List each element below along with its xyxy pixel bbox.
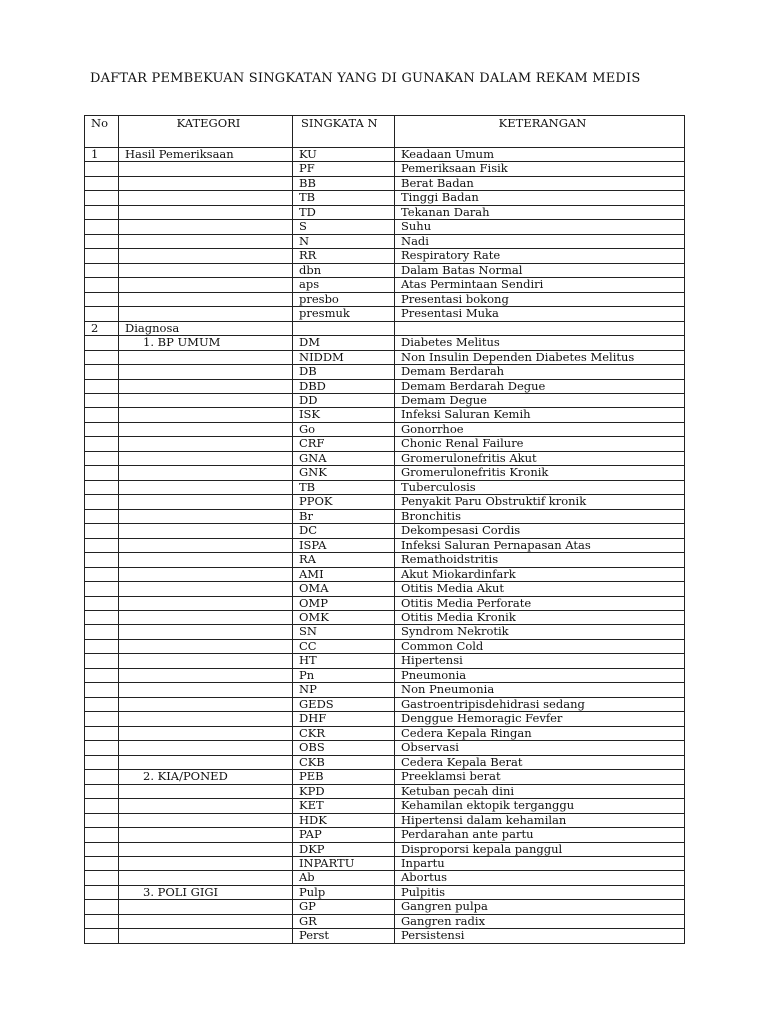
cell-singkatan: CKB bbox=[293, 755, 395, 769]
cell-keterangan: Demam Degue bbox=[395, 393, 685, 407]
cell-keterangan: Tuberculosis bbox=[395, 480, 685, 494]
cell-no bbox=[85, 813, 119, 827]
cell-kategori bbox=[119, 553, 293, 567]
cell-no bbox=[85, 422, 119, 436]
cell-singkatan: SN bbox=[293, 625, 395, 639]
table-row bbox=[85, 191, 685, 205]
cell-kategori bbox=[119, 683, 293, 697]
cell-singkatan: INPARTU bbox=[293, 856, 395, 870]
cell-keterangan: Non Insulin Dependen Diabetes Melitus bbox=[395, 350, 685, 364]
cell-singkatan: GNA bbox=[293, 451, 395, 465]
cell-kategori bbox=[119, 654, 293, 668]
cell-kategori bbox=[119, 162, 293, 176]
table-row bbox=[85, 176, 685, 190]
cell-kategori bbox=[119, 249, 293, 263]
cell-no bbox=[85, 336, 119, 350]
cell-no bbox=[85, 726, 119, 740]
cell-kategori bbox=[119, 336, 293, 350]
cell-keterangan: Presentasi Muka bbox=[395, 307, 685, 321]
cell-keterangan: Gonorrhoe bbox=[395, 422, 685, 436]
table-row bbox=[85, 596, 685, 610]
cell-kategori bbox=[119, 697, 293, 711]
cell-keterangan: Demam Berdarah bbox=[395, 365, 685, 379]
cell-keterangan: Abortus bbox=[395, 871, 685, 885]
cell-keterangan: Disproporsi kepala panggul bbox=[395, 842, 685, 856]
cell-singkatan: NP bbox=[293, 683, 395, 697]
cell-no bbox=[85, 770, 119, 784]
table-row bbox=[85, 712, 685, 726]
cell-keterangan: Respiratory Rate bbox=[395, 249, 685, 263]
cell-keterangan: Otitis Media Kronik bbox=[395, 611, 685, 625]
cell-no bbox=[85, 249, 119, 263]
cell-no: 1 bbox=[85, 148, 119, 162]
cell-singkatan: aps bbox=[293, 278, 395, 292]
table-row bbox=[85, 914, 685, 928]
cell-singkatan: TB bbox=[293, 480, 395, 494]
cell-singkatan: DC bbox=[293, 524, 395, 538]
cell-singkatan: S bbox=[293, 220, 395, 234]
cell-kategori bbox=[119, 611, 293, 625]
table-row bbox=[85, 828, 685, 842]
cell-kategori bbox=[119, 393, 293, 407]
cell-singkatan: Ab bbox=[293, 871, 395, 885]
cell-keterangan: Kehamilan ektopik terganggu bbox=[395, 799, 685, 813]
cell-singkatan: ISPA bbox=[293, 538, 395, 552]
cell-no bbox=[85, 191, 119, 205]
table-row bbox=[85, 871, 685, 885]
cell-no bbox=[85, 437, 119, 451]
cell-keterangan: Tekanan Darah bbox=[395, 205, 685, 219]
cell-no bbox=[85, 639, 119, 653]
table-row bbox=[85, 220, 685, 234]
cell-kategori bbox=[119, 726, 293, 740]
cell-no bbox=[85, 654, 119, 668]
table-row bbox=[85, 422, 685, 436]
cell-singkatan: DD bbox=[293, 393, 395, 407]
cell-singkatan: GNK bbox=[293, 466, 395, 480]
cell-kategori bbox=[119, 712, 293, 726]
cell-no bbox=[85, 205, 119, 219]
table-row bbox=[85, 770, 685, 784]
cell-no bbox=[85, 885, 119, 899]
table-row bbox=[85, 408, 685, 422]
cell-kategori bbox=[119, 871, 293, 885]
table-row bbox=[85, 639, 685, 653]
cell-singkatan: presbo bbox=[293, 292, 395, 306]
cell-keterangan: Gangren pulpa bbox=[395, 900, 685, 914]
cell-singkatan: TB bbox=[293, 191, 395, 205]
cell-keterangan: Otitis Media Akut bbox=[395, 582, 685, 596]
cell-kategori bbox=[119, 495, 293, 509]
cell-no bbox=[85, 480, 119, 494]
cell-no bbox=[85, 451, 119, 465]
cell-kategori bbox=[119, 263, 293, 277]
table-row bbox=[85, 393, 685, 407]
subcategory-label: 3. POLI GIGI bbox=[143, 885, 219, 899]
cell-singkatan: AMI bbox=[293, 567, 395, 581]
cell-keterangan: Akut Miokardinfark bbox=[395, 567, 685, 581]
cell-keterangan: Berat Badan bbox=[395, 176, 685, 190]
cell-no bbox=[85, 668, 119, 682]
table-row bbox=[85, 726, 685, 740]
cell-no bbox=[85, 408, 119, 422]
cell-singkatan: Perst bbox=[293, 929, 395, 943]
header-kategori: KATEGORI bbox=[119, 116, 293, 148]
cell-kategori bbox=[119, 799, 293, 813]
cell-kategori bbox=[119, 466, 293, 480]
cell-keterangan: Pemeriksaan Fisik bbox=[395, 162, 685, 176]
table-header-row bbox=[85, 116, 685, 148]
cell-kategori bbox=[119, 205, 293, 219]
cell-kategori bbox=[119, 307, 293, 321]
cell-singkatan: OMP bbox=[293, 596, 395, 610]
cell-kategori bbox=[119, 582, 293, 596]
table-row bbox=[85, 321, 685, 335]
cell-kategori bbox=[119, 596, 293, 610]
cell-kategori: Hasil Pemeriksaan bbox=[119, 148, 293, 162]
cell-keterangan: Ketuban pecah dini bbox=[395, 784, 685, 798]
table-row bbox=[85, 263, 685, 277]
cell-keterangan: Bronchitis bbox=[395, 509, 685, 523]
cell-keterangan: Tinggi Badan bbox=[395, 191, 685, 205]
cell-keterangan: Observasi bbox=[395, 741, 685, 755]
cell-no bbox=[85, 596, 119, 610]
cell-keterangan: Non Pneumonia bbox=[395, 683, 685, 697]
cell-singkatan: Go bbox=[293, 422, 395, 436]
cell-kategori bbox=[119, 914, 293, 928]
table-row bbox=[85, 495, 685, 509]
table-row bbox=[85, 553, 685, 567]
cell-no bbox=[85, 176, 119, 190]
cell-keterangan: Inpartu bbox=[395, 856, 685, 870]
cell-kategori bbox=[119, 292, 293, 306]
cell-keterangan: Syndrom Nekrotik bbox=[395, 625, 685, 639]
cell-kategori bbox=[119, 408, 293, 422]
cell-kategori bbox=[119, 176, 293, 190]
table-row bbox=[85, 842, 685, 856]
cell-keterangan: Dalam Batas Normal bbox=[395, 263, 685, 277]
cell-no bbox=[85, 567, 119, 581]
cell-no bbox=[85, 350, 119, 364]
table-row bbox=[85, 350, 685, 364]
cell-keterangan: Remathoidstritis bbox=[395, 553, 685, 567]
cell-kategori bbox=[119, 524, 293, 538]
cell-kategori bbox=[119, 567, 293, 581]
cell-keterangan: Chonic Renal Failure bbox=[395, 437, 685, 451]
cell-singkatan: KET bbox=[293, 799, 395, 813]
cell-singkatan: HT bbox=[293, 654, 395, 668]
cell-kategori bbox=[119, 885, 293, 899]
cell-keterangan: Gangren radix bbox=[395, 914, 685, 928]
cell-kategori bbox=[119, 191, 293, 205]
cell-kategori bbox=[119, 639, 293, 653]
subcategory-label: 2. KIA/PONED bbox=[143, 769, 228, 784]
table-row bbox=[85, 278, 685, 292]
cell-no bbox=[85, 625, 119, 639]
cell-singkatan: OBS bbox=[293, 741, 395, 755]
cell-singkatan: Pulp bbox=[293, 885, 395, 899]
cell-no bbox=[85, 538, 119, 552]
cell-no bbox=[85, 509, 119, 523]
abbreviation-table bbox=[84, 115, 685, 944]
table-row bbox=[85, 365, 685, 379]
cell-keterangan: Dekompesasi Cordis bbox=[395, 524, 685, 538]
cell-singkatan: BB bbox=[293, 176, 395, 190]
cell-keterangan: Persistensi bbox=[395, 929, 685, 943]
cell-keterangan: Cedera Kepala Berat bbox=[395, 755, 685, 769]
cell-singkatan: TD bbox=[293, 205, 395, 219]
cell-no bbox=[85, 263, 119, 277]
cell-no bbox=[85, 900, 119, 914]
cell-singkatan: Pn bbox=[293, 668, 395, 682]
cell-no bbox=[85, 220, 119, 234]
cell-keterangan: Otitis Media Perforate bbox=[395, 596, 685, 610]
cell-kategori bbox=[119, 379, 293, 393]
cell-kategori bbox=[119, 538, 293, 552]
cell-keterangan: Nadi bbox=[395, 234, 685, 248]
table-row bbox=[85, 249, 685, 263]
cell-keterangan: Denggue Hemoragic Fevfer bbox=[395, 712, 685, 726]
table-row bbox=[85, 784, 685, 798]
cell-singkatan: N bbox=[293, 234, 395, 248]
cell-singkatan: NIDDM bbox=[293, 350, 395, 364]
table-row bbox=[85, 755, 685, 769]
cell-no bbox=[85, 828, 119, 842]
cell-kategori bbox=[119, 842, 293, 856]
document-title: DAFTAR PEMBEKUAN SINGKATAN YANG DI GUNAKAN DALAM REKAM MEDIS bbox=[90, 71, 641, 86]
cell-no: 2 bbox=[85, 321, 119, 335]
cell-no bbox=[85, 307, 119, 321]
cell-singkatan: PEB bbox=[293, 770, 395, 784]
cell-keterangan: Infeksi Saluran Pernapasan Atas bbox=[395, 538, 685, 552]
cell-no bbox=[85, 784, 119, 798]
table-row bbox=[85, 582, 685, 596]
cell-keterangan: Keadaan Umum bbox=[395, 148, 685, 162]
cell-singkatan: DBD bbox=[293, 379, 395, 393]
cell-singkatan: DHF bbox=[293, 712, 395, 726]
cell-no bbox=[85, 683, 119, 697]
table-row bbox=[85, 336, 685, 350]
table-row bbox=[85, 683, 685, 697]
header-keterangan: KETERANGAN bbox=[395, 116, 685, 148]
table-row bbox=[85, 856, 685, 870]
cell-keterangan: Pneumonia bbox=[395, 668, 685, 682]
cell-singkatan: KU bbox=[293, 148, 395, 162]
table-row bbox=[85, 292, 685, 306]
table-row bbox=[85, 437, 685, 451]
table-row bbox=[85, 654, 685, 668]
table-row bbox=[85, 567, 685, 581]
cell-keterangan: Gromerulonefritis Akut bbox=[395, 451, 685, 465]
cell-kategori bbox=[119, 220, 293, 234]
cell-singkatan: PAP bbox=[293, 828, 395, 842]
cell-keterangan: Hipertensi dalam kehamilan bbox=[395, 813, 685, 827]
cell-keterangan: Gromerulonefritis Kronik bbox=[395, 466, 685, 480]
cell-singkatan: GR bbox=[293, 914, 395, 928]
cell-no bbox=[85, 466, 119, 480]
cell-kategori bbox=[119, 625, 293, 639]
cell-kategori bbox=[119, 929, 293, 943]
cell-kategori bbox=[119, 770, 293, 784]
cell-keterangan: Cedera Kepala Ringan bbox=[395, 726, 685, 740]
cell-kategori bbox=[119, 365, 293, 379]
cell-no bbox=[85, 856, 119, 870]
cell-keterangan: Preeklamsi berat bbox=[395, 770, 685, 784]
cell-kategori bbox=[119, 509, 293, 523]
cell-no bbox=[85, 914, 119, 928]
cell-kategori bbox=[119, 422, 293, 436]
cell-no bbox=[85, 379, 119, 393]
cell-kategori bbox=[119, 784, 293, 798]
cell-no bbox=[85, 495, 119, 509]
cell-no bbox=[85, 234, 119, 248]
cell-no bbox=[85, 697, 119, 711]
cell-kategori bbox=[119, 813, 293, 827]
cell-kategori bbox=[119, 668, 293, 682]
cell-no bbox=[85, 799, 119, 813]
cell-keterangan: Perdarahan ante partu bbox=[395, 828, 685, 842]
cell-singkatan: OMA bbox=[293, 582, 395, 596]
table-row bbox=[85, 205, 685, 219]
cell-singkatan: Br bbox=[293, 509, 395, 523]
table-row bbox=[85, 524, 685, 538]
cell-singkatan: dbn bbox=[293, 263, 395, 277]
table-row bbox=[85, 538, 685, 552]
cell-no bbox=[85, 712, 119, 726]
cell-kategori: Diagnosa bbox=[119, 321, 293, 335]
cell-keterangan: Common Cold bbox=[395, 639, 685, 653]
table-row bbox=[85, 885, 685, 899]
table-row bbox=[85, 466, 685, 480]
cell-singkatan: RR bbox=[293, 249, 395, 263]
header-singkatan: SINGKATA N bbox=[293, 116, 395, 148]
table-row bbox=[85, 900, 685, 914]
cell-kategori bbox=[119, 900, 293, 914]
table-row bbox=[85, 668, 685, 682]
cell-no bbox=[85, 871, 119, 885]
table-row bbox=[85, 480, 685, 494]
cell-keterangan: Diabetes Melitus bbox=[395, 336, 685, 350]
cell-no bbox=[85, 553, 119, 567]
cell-singkatan: HDK bbox=[293, 813, 395, 827]
header-no: No bbox=[85, 116, 119, 148]
cell-kategori bbox=[119, 480, 293, 494]
table-row bbox=[85, 234, 685, 248]
cell-singkatan: presmuk bbox=[293, 307, 395, 321]
table-row bbox=[85, 451, 685, 465]
cell-singkatan: PF bbox=[293, 162, 395, 176]
cell-keterangan: Suhu bbox=[395, 220, 685, 234]
cell-kategori bbox=[119, 234, 293, 248]
table-row bbox=[85, 813, 685, 827]
cell-keterangan: Infeksi Saluran Kemih bbox=[395, 408, 685, 422]
cell-singkatan: DKP bbox=[293, 842, 395, 856]
cell-keterangan: Gastroentripisdehidrasi sedang bbox=[395, 697, 685, 711]
table-row bbox=[85, 741, 685, 755]
table-row bbox=[85, 799, 685, 813]
cell-kategori bbox=[119, 741, 293, 755]
cell-no bbox=[85, 582, 119, 596]
table-row bbox=[85, 509, 685, 523]
cell-singkatan: DB bbox=[293, 365, 395, 379]
cell-singkatan: GEDS bbox=[293, 697, 395, 711]
table-row bbox=[85, 697, 685, 711]
cell-no bbox=[85, 162, 119, 176]
cell-singkatan: ISK bbox=[293, 408, 395, 422]
table-row bbox=[85, 611, 685, 625]
cell-no bbox=[85, 524, 119, 538]
table-row bbox=[85, 929, 685, 943]
cell-singkatan: KPD bbox=[293, 784, 395, 798]
cell-keterangan bbox=[395, 321, 685, 335]
cell-kategori bbox=[119, 350, 293, 364]
table-row bbox=[85, 379, 685, 393]
cell-no bbox=[85, 842, 119, 856]
cell-kategori bbox=[119, 755, 293, 769]
cell-singkatan: DM bbox=[293, 336, 395, 350]
cell-no bbox=[85, 611, 119, 625]
cell-no bbox=[85, 365, 119, 379]
cell-keterangan: Penyakit Paru Obstruktif kronik bbox=[395, 495, 685, 509]
cell-keterangan: Demam Berdarah Degue bbox=[395, 379, 685, 393]
cell-singkatan: PPOK bbox=[293, 495, 395, 509]
cell-singkatan bbox=[293, 321, 395, 335]
cell-singkatan: GP bbox=[293, 900, 395, 914]
table-row bbox=[85, 162, 685, 176]
cell-no bbox=[85, 755, 119, 769]
cell-singkatan: OMK bbox=[293, 611, 395, 625]
cell-keterangan: Hipertensi bbox=[395, 654, 685, 668]
cell-singkatan: RA bbox=[293, 553, 395, 567]
cell-no bbox=[85, 929, 119, 943]
cell-no bbox=[85, 393, 119, 407]
cell-singkatan: CRF bbox=[293, 437, 395, 451]
cell-singkatan: CKR bbox=[293, 726, 395, 740]
cell-kategori bbox=[119, 828, 293, 842]
table-row bbox=[85, 148, 685, 162]
cell-keterangan: Pulpitis bbox=[395, 885, 685, 899]
cell-kategori bbox=[119, 451, 293, 465]
cell-kategori bbox=[119, 856, 293, 870]
cell-kategori bbox=[119, 437, 293, 451]
cell-singkatan: CC bbox=[293, 639, 395, 653]
subcategory-label: 1. BP UMUM bbox=[143, 335, 221, 350]
table-row bbox=[85, 307, 685, 321]
cell-no bbox=[85, 292, 119, 306]
cell-keterangan: Presentasi bokong bbox=[395, 292, 685, 306]
cell-no bbox=[85, 741, 119, 755]
cell-kategori bbox=[119, 278, 293, 292]
cell-keterangan: Atas Permintaan Sendiri bbox=[395, 278, 685, 292]
cell-no bbox=[85, 278, 119, 292]
table-row bbox=[85, 625, 685, 639]
